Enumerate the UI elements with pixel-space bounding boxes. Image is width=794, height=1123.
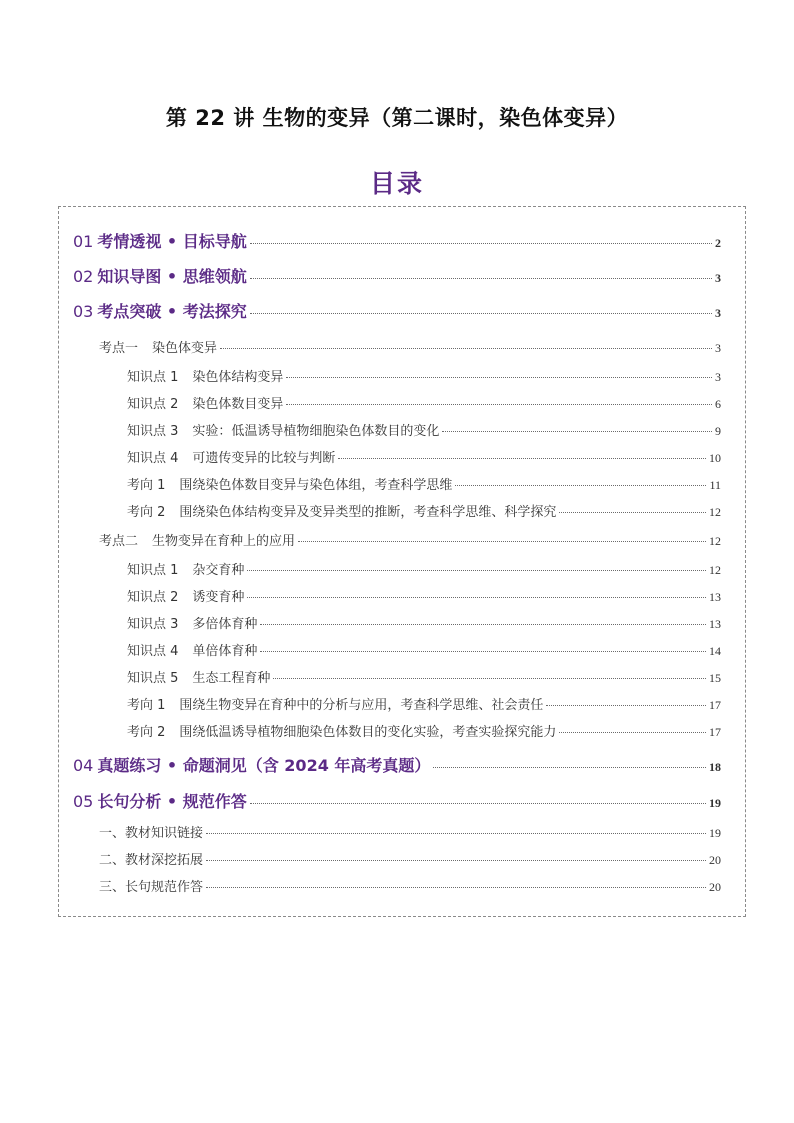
toc-entry-page: 13	[709, 617, 721, 631]
toc-leader-dots	[206, 833, 706, 834]
toc-entry-number: 04	[73, 756, 94, 775]
toc-leader-dots	[250, 278, 712, 279]
toc-entry-title: 实验：低温诱导植物细胞染色体数目的变化	[192, 424, 440, 439]
toc-entry-text	[73, 299, 247, 322]
toc-entry-label: 知识点 4	[127, 644, 179, 659]
toc-entry-title: 多倍体育种	[192, 617, 258, 632]
toc-entry-text	[127, 667, 270, 686]
toc-entry-page: 3	[715, 341, 721, 355]
toc-entry-title: 真题练习 • 命题洞见（含 2024 年高考真题）	[97, 756, 431, 775]
toc-entry-text	[73, 229, 247, 252]
toc-leader-dots	[250, 803, 706, 804]
toc-leader-dots	[273, 678, 706, 679]
toc-entry[interactable]	[99, 530, 721, 549]
toc-entry-title: 围绕染色体数目变异与染色体组，考查科学思维	[179, 478, 453, 493]
toc-entry-page: 17	[709, 698, 721, 712]
toc-entry-page: 3	[715, 271, 721, 285]
toc-entry-page: 17	[709, 725, 721, 739]
toc-entry-text	[127, 447, 335, 466]
toc-entry-label: 考向 2	[127, 725, 166, 740]
toc-entry[interactable]	[127, 501, 721, 520]
toc-entry-page: 20	[709, 853, 721, 867]
toc-entry-text	[99, 530, 295, 549]
toc-entry[interactable]	[127, 586, 721, 605]
toc-entry-page: 12	[709, 563, 721, 577]
toc-entry-text	[73, 789, 247, 812]
toc-entry-page: 6	[715, 397, 721, 411]
toc-entry[interactable]	[127, 613, 721, 632]
toc-entry-text	[127, 474, 452, 493]
toc-entry-page: 2	[715, 236, 721, 250]
toc-entry-page: 12	[709, 534, 721, 548]
toc-entry[interactable]	[127, 447, 721, 466]
toc-entry-title: 三、长句规范作答	[99, 880, 204, 895]
toc-leader-dots	[247, 597, 706, 598]
toc-entry-label: 知识点 1	[127, 563, 179, 578]
toc-box	[58, 206, 746, 917]
toc-leader-dots	[247, 570, 706, 571]
toc-entry-number: 05	[73, 792, 94, 811]
toc-leader-dots	[206, 887, 706, 888]
toc-entry-page: 9	[715, 424, 721, 438]
toc-entry-title: 一、教材知识链接	[99, 826, 204, 841]
toc-entry-title: 染色体数目变异	[192, 397, 284, 412]
toc-entry-title: 杂交育种	[192, 563, 245, 578]
toc-entry[interactable]	[73, 264, 721, 287]
toc-entry-text	[127, 393, 283, 412]
toc-entry[interactable]	[127, 694, 721, 713]
toc-entry-title: 生态工程育种	[192, 671, 271, 686]
toc-entry-page: 14	[709, 644, 721, 658]
toc-entry-text	[127, 640, 257, 659]
toc-entry-page: 3	[715, 370, 721, 384]
toc-leader-dots	[286, 377, 712, 378]
toc-entry[interactable]	[127, 667, 721, 686]
toc-entry[interactable]	[127, 721, 721, 740]
toc-entry-title: 染色体变异	[152, 341, 218, 356]
toc-entry-text	[127, 694, 543, 713]
toc-entry-title: 生物变异在育种上的应用	[152, 534, 296, 549]
toc-leader-dots	[298, 541, 706, 542]
toc-entry-text	[99, 849, 203, 868]
toc-entry[interactable]	[99, 876, 721, 895]
toc-entry[interactable]	[127, 393, 721, 412]
toc-entry[interactable]	[99, 849, 721, 868]
toc-leader-dots	[206, 860, 706, 861]
toc-leader-dots	[338, 458, 706, 459]
toc-entry-number: 01	[73, 232, 94, 251]
toc-leader-dots	[455, 485, 706, 486]
toc-entry-page: 18	[709, 760, 721, 774]
toc-entry-page: 13	[709, 590, 721, 604]
toc-entry-label: 知识点 2	[127, 397, 179, 412]
toc-entry-text	[127, 586, 244, 605]
toc-entry[interactable]	[99, 822, 721, 841]
toc-entry-text	[127, 721, 556, 740]
toc-entry-text	[99, 822, 203, 841]
toc-entry-title: 染色体结构变异	[192, 370, 284, 385]
toc-entry-text	[127, 613, 257, 632]
toc-leader-dots	[433, 767, 706, 768]
toc-leader-dots	[260, 651, 706, 652]
toc-entry-text	[73, 753, 430, 776]
toc-entry-title: 二、教材深挖拓展	[99, 853, 204, 868]
toc-entry-label: 知识点 3	[127, 424, 179, 439]
toc-entry-text	[99, 337, 217, 356]
toc-entry-title: 围绕染色体结构变异及变异类型的推断，考查科学思维、科学探究	[179, 505, 557, 520]
toc-entry-label: 知识点 3	[127, 617, 179, 632]
toc-entry-text	[127, 501, 556, 520]
toc-entry[interactable]	[127, 559, 721, 578]
toc-entry-label: 知识点 4	[127, 451, 179, 466]
toc-leader-dots	[559, 512, 706, 513]
toc-entry-title: 围绕低温诱导植物细胞染色体数目的变化实验，考查实验探究能力	[179, 725, 557, 740]
toc-entry-page: 19	[709, 826, 721, 840]
toc-entry[interactable]	[127, 420, 721, 439]
toc-entry[interactable]	[73, 789, 721, 812]
toc-leader-dots	[286, 404, 712, 405]
toc-entry[interactable]	[99, 337, 721, 356]
toc-entry-label: 知识点 1	[127, 370, 179, 385]
toc-entry-page: 10	[709, 451, 721, 465]
toc-entry-label: 考向 1	[127, 478, 166, 493]
toc-entry[interactable]	[127, 640, 721, 659]
toc-entry-page: 15	[709, 671, 721, 685]
toc-entry-title: 考点突破 • 考法探究	[97, 302, 247, 321]
toc-entry[interactable]	[73, 753, 721, 776]
toc-entry-text	[73, 264, 247, 287]
toc-entry-title: 考情透视 • 目标导航	[97, 232, 247, 251]
toc-entry-label: 考向 2	[127, 505, 166, 520]
document-title: 第 22 讲 生物的变异（第二课时，染色体变异）	[165, 106, 629, 130]
toc-entry-label: 考点二	[99, 534, 139, 549]
toc-entry-page: 12	[709, 505, 721, 519]
toc-entry-label: 考点一	[99, 341, 139, 356]
toc-entry-title: 长句分析 • 规范作答	[97, 792, 247, 811]
toc-entry-page: 19	[709, 796, 721, 810]
toc-entry[interactable]	[127, 366, 721, 385]
toc-entry-label: 知识点 2	[127, 590, 179, 605]
toc-entry-label: 知识点 5	[127, 671, 179, 686]
toc-leader-dots	[546, 705, 706, 706]
toc-entry[interactable]	[73, 299, 721, 322]
toc-leader-dots	[559, 732, 706, 733]
toc-entry-page: 3	[715, 306, 721, 320]
toc-entry-title: 围绕生物变异在育种中的分析与应用，考查科学思维、社会责任	[179, 698, 544, 713]
toc-entry-title: 诱变育种	[192, 590, 245, 605]
toc-leader-dots	[260, 624, 706, 625]
toc-leader-dots	[220, 348, 712, 349]
toc-entry-number: 03	[73, 302, 94, 321]
toc-entry[interactable]	[127, 474, 721, 493]
toc-heading: 目录	[369, 169, 424, 198]
toc-entry-text	[127, 366, 283, 385]
toc-entry-title: 知识导图 • 思维领航	[97, 267, 247, 286]
toc-leader-dots	[250, 243, 712, 244]
toc-entry-number: 02	[73, 267, 94, 286]
toc-entry-text	[127, 559, 244, 578]
toc-entry-text	[99, 876, 203, 895]
toc-entry-page: 20	[709, 880, 721, 894]
toc-entry-title: 可遗传变异的比较与判断	[192, 451, 336, 466]
toc-entry-label: 考向 1	[127, 698, 166, 713]
toc-entry-page: 11	[709, 478, 721, 492]
toc-leader-dots	[442, 431, 712, 432]
toc-entry-title: 单倍体育种	[192, 644, 258, 659]
toc-entry[interactable]	[73, 229, 721, 252]
toc-leader-dots	[250, 313, 712, 314]
toc-entry-text	[127, 420, 439, 439]
